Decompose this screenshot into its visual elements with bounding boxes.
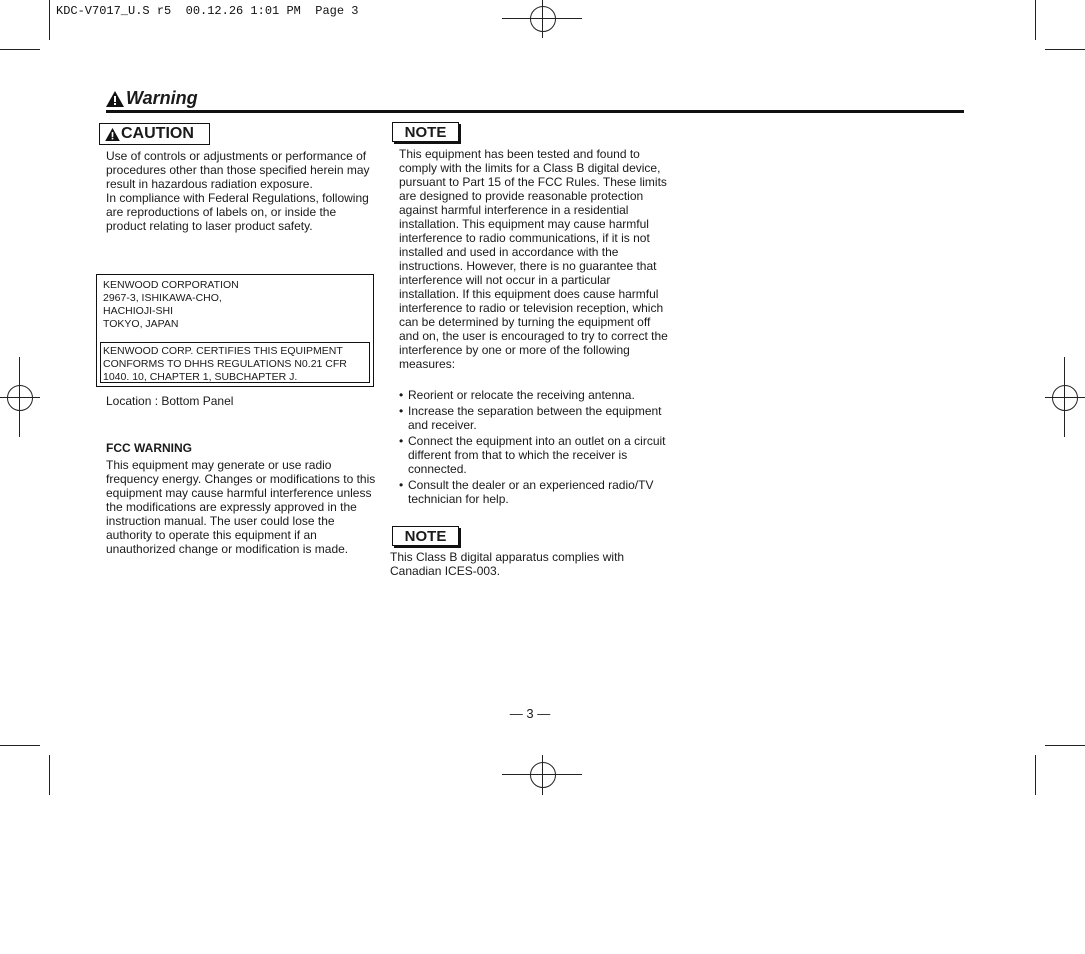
caution-paragraph: Use of controls or adjustments or performance of procedures other than those specified herein may result in hazardous radiation exposure. In compliance with Federal Regulations, following are reproductions of labels on, or inside the product relating to laser product safety. bbox=[106, 149, 370, 233]
crop-mark bbox=[1045, 49, 1085, 50]
crop-mark bbox=[1045, 745, 1085, 746]
warning-title-text: Warning bbox=[126, 88, 198, 108]
fcc-paragraph: This equipment may generate or use radio frequency energy. Changes or modifications to this equipment may cause harmful interference unless the modifications are expressly approved in the instruction manual. The user could lose the authority to operate this equipment if an unauthorized change or modification is made. bbox=[106, 458, 376, 556]
list-item: • Reorient or relocate the receiving antenna. bbox=[399, 388, 667, 402]
crop-mark bbox=[1035, 0, 1036, 40]
list-item: • Connect the equipment into an outlet on a circuit different from that to which the receiver is connected. bbox=[399, 434, 667, 476]
caution-text: CAUTION bbox=[121, 125, 194, 142]
note1-paragraph: This equipment has been tested and found to comply with the limits for a Class B digital device, pursuant to Part 15 of the FCC Rules. These limits are designed to provide reasonable protection against harmful interference in a residential installation. This equipment may cause harmful interference to radio communications, if it is not installed and used in accordance with the instructions. However, there is no guarantee that interference will not occur in a particular installation. If this equipment does cause harmful interference to radio or television reception, which can be determined by turning the equipment off and on, the user is encouraged to try to correct the interference by one or more of the following measures: bbox=[399, 147, 668, 371]
warning-triangle-icon bbox=[106, 91, 124, 107]
note-label-1 bbox=[392, 122, 459, 142]
label-address: KENWOOD CORPORATION 2967-3, ISHIKAWA-CHO, HACHIOJI-SHI TOKYO, JAPAN bbox=[103, 279, 239, 330]
crop-mark bbox=[49, 755, 50, 795]
warning-heading bbox=[106, 88, 198, 109]
crop-mark bbox=[49, 0, 50, 40]
title-rule bbox=[106, 110, 964, 113]
note2-paragraph: This Class B digital apparatus complies with Canadian ICES-003. bbox=[390, 550, 625, 578]
crop-mark bbox=[0, 745, 40, 746]
print-slug: KDC-V7017_U.S r5 00.12.26 1:01 PM Page 3 bbox=[56, 4, 359, 18]
note-label-2 bbox=[392, 526, 459, 546]
crop-mark bbox=[0, 49, 40, 50]
list-item: • Increase the separation between the equipment and receiver. bbox=[399, 404, 667, 432]
page-number: — 3 — bbox=[509, 706, 551, 721]
note1-measures-list bbox=[399, 388, 667, 508]
note-text: NOTE bbox=[404, 527, 447, 545]
laser-label-box bbox=[96, 274, 374, 387]
label-certification: KENWOOD CORP. CERTIFIES THIS EQUIPMENT CONFORMS TO DHHS REGULATIONS N0.21 CFR 1040. 10, CHAPTER 1, SUBCHAPTER J. bbox=[100, 342, 370, 383]
fcc-heading: FCC WARNING bbox=[106, 441, 192, 455]
caution-triangle-icon bbox=[105, 128, 120, 141]
label-location: Location : Bottom Panel bbox=[106, 394, 234, 408]
list-item: • Consult the dealer or an experienced radio/TV technician for help. bbox=[399, 478, 667, 506]
caution-label bbox=[99, 123, 210, 145]
crop-mark bbox=[1035, 755, 1036, 795]
note-text: NOTE bbox=[404, 123, 447, 141]
